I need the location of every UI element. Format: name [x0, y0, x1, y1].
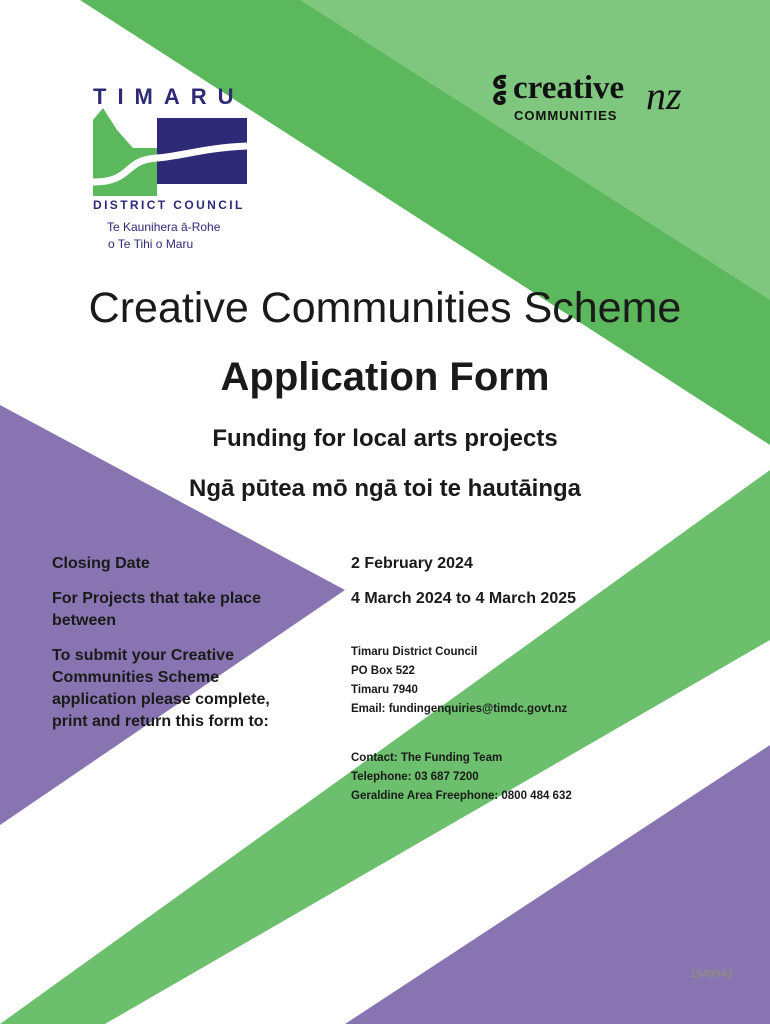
timaru-mountain-river-logo — [93, 108, 249, 196]
timaru-logo-title: TIMARU — [93, 84, 245, 109]
document-id: 1549543 — [690, 968, 733, 980]
contact-line: Contact: The Funding Team — [351, 752, 503, 764]
address-block — [351, 643, 567, 719]
address-line: PO Box 522 — [351, 665, 415, 677]
projects-period-label: For Projects that take place between — [52, 590, 261, 629]
telephone-line: Telephone: 03 687 7200 — [351, 771, 479, 783]
timaru-logo-maori-line2: o Te Tihi o Maru — [108, 237, 194, 251]
timaru-logo-maori-line1: Te Kaunihera ā-Rohe — [107, 220, 221, 234]
timaru-logo-council: DISTRICT COUNCIL — [93, 198, 245, 212]
contact-block — [351, 749, 572, 806]
creative-nz-communities: COMMUNITIES — [514, 108, 618, 123]
address-line: Timaru 7940 — [351, 684, 418, 696]
freephone-line: Geraldine Area Freephone: 0800 484 632 — [351, 790, 572, 802]
submit-instructions: To submit your Creative Communities Scheme application please complete, print and return this form to: — [52, 647, 270, 730]
creative-nz-koru-icon — [488, 73, 510, 107]
email-line: Email: fundingenquiries@timdc.govt.nz — [351, 703, 568, 715]
subtitle-english: Funding for local arts projects — [212, 425, 558, 452]
closing-date-label: Closing Date — [52, 555, 150, 572]
scheme-title: Creative Communities Scheme — [88, 284, 682, 332]
subtitle-maori: Ngā pūtea mō ngā toi te hautāinga — [188, 475, 582, 502]
projects-period-value: 4 March 2024 to 4 March 2025 — [351, 590, 577, 607]
creative-nz-wordmark: creative — [513, 70, 625, 106]
address-line: Timaru District Council — [351, 646, 478, 658]
closing-date-value: 2 February 2024 — [351, 555, 473, 572]
form-title: Application Form — [220, 355, 550, 399]
creative-nz-nz: nz — [646, 73, 682, 118]
